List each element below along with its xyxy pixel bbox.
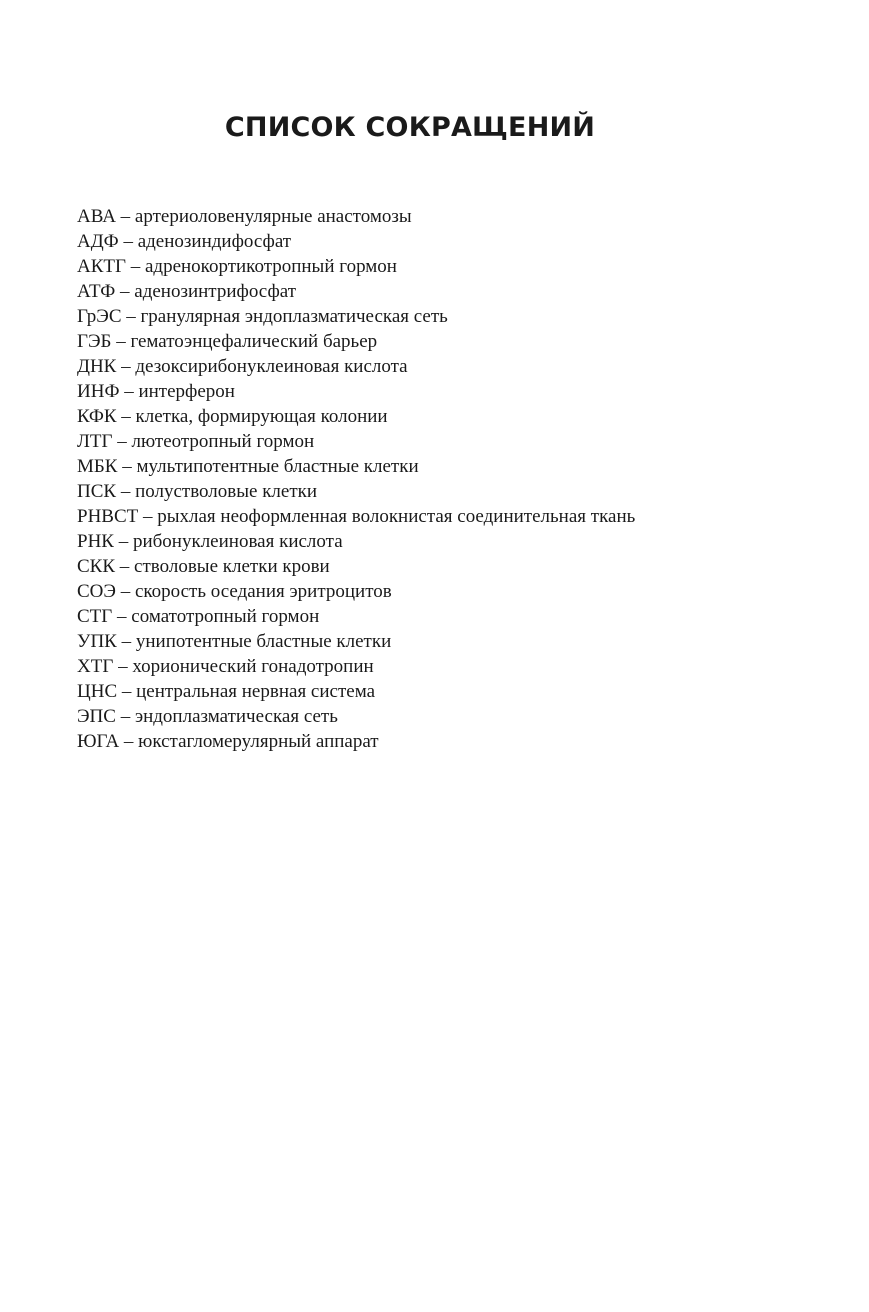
abbreviation-definition: хорионический гонадотропин <box>132 656 374 677</box>
abbreviation-separator: – <box>117 606 127 627</box>
abbreviation-term: СОЭ <box>77 581 116 602</box>
abbreviation-definition: адренокортикотропный гормон <box>144 256 397 277</box>
page-title: СПИСОК СОКРАЩЕНИЙ <box>224 112 596 143</box>
abbreviation-definition: аденозинтрифосфат <box>134 281 297 302</box>
abbreviation-definition: унипотентные бластные клетки <box>135 631 392 652</box>
abbreviation-term: АДФ <box>77 231 119 252</box>
abbreviation-entry <box>77 229 635 254</box>
abbreviation-definition: рыхлая неоформленная волокнистая соединительная ткань <box>157 506 636 527</box>
abbreviation-term: ГЭБ <box>77 331 112 352</box>
abbreviation-term: ИНФ <box>77 381 120 402</box>
abbreviation-definition: мультипотентные бластные клетки <box>136 456 419 477</box>
abbreviation-definition: полустволовые клетки <box>135 481 318 502</box>
abbreviation-term: ЦНС <box>77 681 118 702</box>
abbreviation-term: АТФ <box>77 281 116 302</box>
abbreviation-term: ЭПС <box>77 706 116 727</box>
abbreviation-definition: эндоплазматическая сеть <box>134 706 338 727</box>
abbreviation-separator: – <box>126 306 136 327</box>
abbreviation-definition: соматотропный гормон <box>131 606 320 627</box>
abbreviation-entry <box>77 329 635 354</box>
abbreviation-definition: центральная нервная система <box>136 681 376 702</box>
abbreviation-term: СКК <box>77 556 116 577</box>
abbreviation-entry <box>77 504 635 529</box>
abbreviation-definition: лютеотропный гормон <box>131 431 315 452</box>
abbreviation-term: СТГ <box>77 606 113 627</box>
abbreviation-term: ЛТГ <box>77 431 113 452</box>
abbreviation-separator: – <box>130 256 141 277</box>
abbreviation-definition: гематоэнцефалический барьер <box>130 331 378 352</box>
abbreviation-entry <box>77 279 635 304</box>
abbreviation-term: ХТГ <box>77 656 114 677</box>
abbreviation-separator: – <box>120 706 131 727</box>
abbreviation-entry <box>77 529 635 554</box>
abbreviation-term: УПК <box>77 631 117 652</box>
abbreviation-separator: – <box>120 206 131 227</box>
abbreviation-definition: стволовые клетки крови <box>134 556 330 577</box>
abbreviation-separator: – <box>120 481 131 502</box>
abbreviation-list <box>77 204 635 754</box>
abbreviation-term: РНК <box>77 531 114 552</box>
abbreviation-separator: – <box>121 406 131 427</box>
abbreviation-term: АВА <box>77 206 116 227</box>
abbreviation-separator: – <box>120 581 131 602</box>
abbreviation-entry <box>77 654 635 679</box>
abbreviation-term: КФК <box>77 406 117 427</box>
abbreviation-term: АКТГ <box>77 256 126 277</box>
abbreviation-definition: артериоловенулярные анастомозы <box>134 206 412 227</box>
abbreviation-entry <box>77 204 635 229</box>
abbreviation-entry <box>77 254 635 279</box>
abbreviation-definition: аденозиндифосфат <box>137 231 292 252</box>
abbreviation-entry <box>77 429 635 454</box>
abbreviation-term: ГрЭС <box>77 306 122 327</box>
abbreviation-term: РНВСТ <box>77 506 139 527</box>
abbreviation-separator: – <box>123 231 133 252</box>
abbreviation-entry <box>77 354 635 379</box>
abbreviation-entry <box>77 679 635 704</box>
abbreviation-definition: скорость оседания эритроцитов <box>134 581 392 602</box>
abbreviation-entry <box>77 579 635 604</box>
abbreviation-entry <box>77 454 635 479</box>
abbreviation-separator: – <box>116 331 126 352</box>
abbreviation-separator: – <box>121 631 132 652</box>
abbreviation-definition: интерферон <box>138 381 235 402</box>
abbreviation-entry <box>77 479 635 504</box>
abbreviation-term: ПСК <box>77 481 117 502</box>
abbreviation-separator: – <box>117 431 127 452</box>
abbreviation-separator: – <box>124 381 134 402</box>
abbreviation-definition: юкстагломерулярный аппарат <box>138 731 379 752</box>
abbreviation-entry <box>77 629 635 654</box>
abbreviation-separator: – <box>120 281 130 302</box>
abbreviation-definition: рибонуклеиновая кислота <box>132 531 343 552</box>
abbreviation-term: ЮГА <box>77 731 120 752</box>
abbreviation-entry <box>77 729 635 754</box>
abbreviation-entry <box>77 554 635 579</box>
abbreviation-separator: – <box>121 356 131 377</box>
abbreviation-separator: – <box>119 556 130 577</box>
abbreviation-entry <box>77 604 635 629</box>
abbreviation-separator: – <box>121 681 132 702</box>
abbreviation-separator: – <box>122 456 132 477</box>
abbreviation-entry <box>77 379 635 404</box>
abbreviation-definition: клетка, формирующая колонии <box>135 406 388 427</box>
abbreviation-term: ДНК <box>77 356 117 377</box>
abbreviation-separator: – <box>118 531 129 552</box>
abbreviation-separator: – <box>143 506 153 527</box>
abbreviation-definition: гранулярная эндоплазматическая сеть <box>140 306 448 327</box>
abbreviation-separator: – <box>123 731 134 752</box>
abbreviation-entry <box>77 704 635 729</box>
abbreviation-entry <box>77 404 635 429</box>
abbreviation-separator: – <box>118 656 128 677</box>
abbreviation-term: МБК <box>77 456 118 477</box>
abbreviation-entry <box>77 304 635 329</box>
abbreviation-definition: дезоксирибонуклеиновая кислота <box>135 356 408 377</box>
